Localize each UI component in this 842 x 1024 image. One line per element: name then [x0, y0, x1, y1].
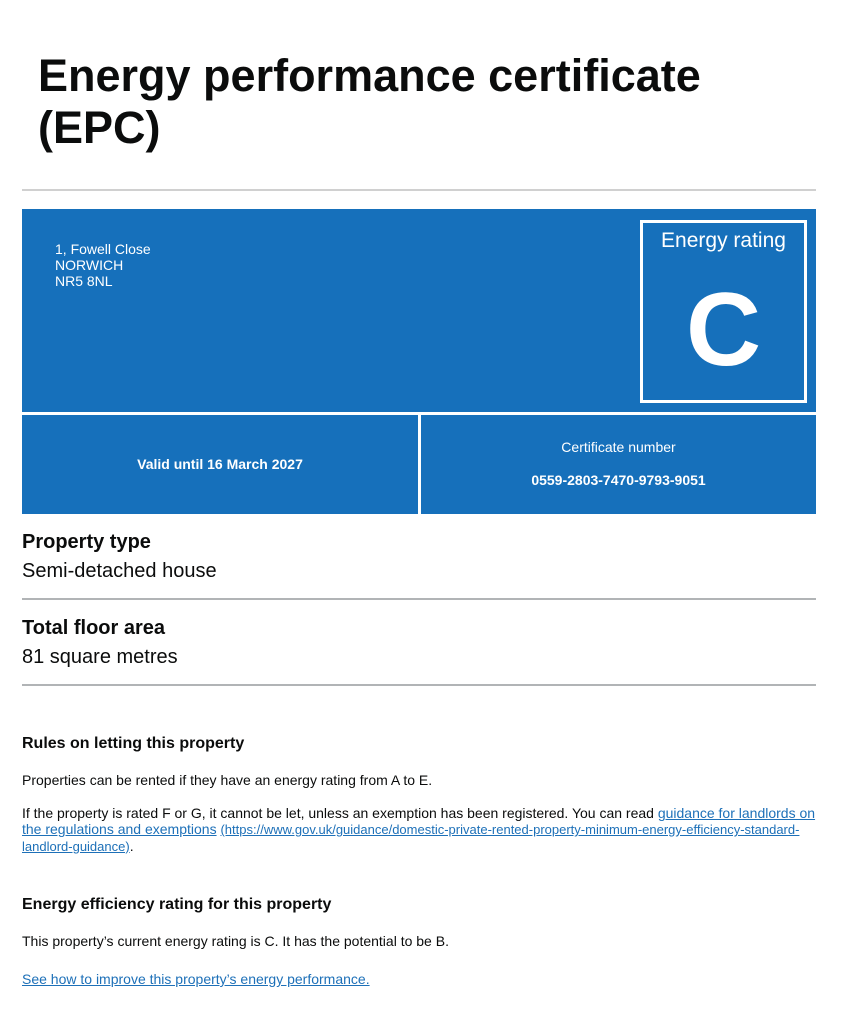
- property-type-value: Semi-detached house: [22, 560, 217, 582]
- efficiency-link-row: [22, 971, 816, 987]
- validity-panel: [22, 415, 418, 514]
- details-divider-2: [22, 684, 816, 686]
- address-line-1: 1, Fowell Close: [55, 241, 151, 257]
- efficiency-heading: Energy efficiency rating for this property: [22, 896, 332, 913]
- energy-rating-label: Energy rating: [661, 229, 786, 252]
- epc-summary-panel: [22, 209, 816, 412]
- details-divider-1: [22, 598, 816, 600]
- certificate-panel: [421, 415, 816, 514]
- letting-rules-text: Properties can be rented if they have an energy rating from A to E.: [22, 772, 433, 788]
- letting-rules-heading: Rules on letting this property: [22, 735, 245, 752]
- floor-area-value: 81 square metres: [22, 646, 178, 668]
- title-divider: [22, 189, 816, 191]
- energy-rating-letter: C: [685, 272, 762, 388]
- floor-area-label: Total floor area: [22, 617, 165, 639]
- improve-performance-link[interactable]: See how to improve this property’s energy performance.: [22, 971, 370, 987]
- letting-exemption-end: .: [129, 838, 134, 854]
- property-type-label: Property type: [22, 531, 151, 553]
- valid-until: Valid until 16 March 2027: [137, 456, 303, 472]
- property-address: [55, 241, 151, 289]
- letting-exemption-intro: If the property is rated F or G, it cannot be let, unless an exemption has been registered. You can read: [22, 805, 658, 821]
- efficiency-text: This property’s current energy rating is C. It has the potential to be B.: [22, 933, 449, 949]
- address-line-3: NR5 8NL: [55, 273, 113, 289]
- landlord-guidance-link[interactable]: guidance for landlords on the regulations and exemptions: [22, 805, 816, 837]
- page-title: Energy performance certificate (EPC): [38, 50, 701, 153]
- certificate-number-label: Certificate number: [561, 439, 676, 455]
- letting-exemption-text: [22, 805, 816, 855]
- landlord-guidance-url[interactable]: (https://www.gov.uk/guidance/domestic-private-rented-property-minimum-energy-efficiency-standard-landlord-guidance): [22, 822, 800, 854]
- address-line-2: NORWICH: [55, 257, 124, 273]
- energy-rating-box: [640, 220, 807, 403]
- certificate-number: 0559-2803-7470-9793-9051: [531, 472, 706, 488]
